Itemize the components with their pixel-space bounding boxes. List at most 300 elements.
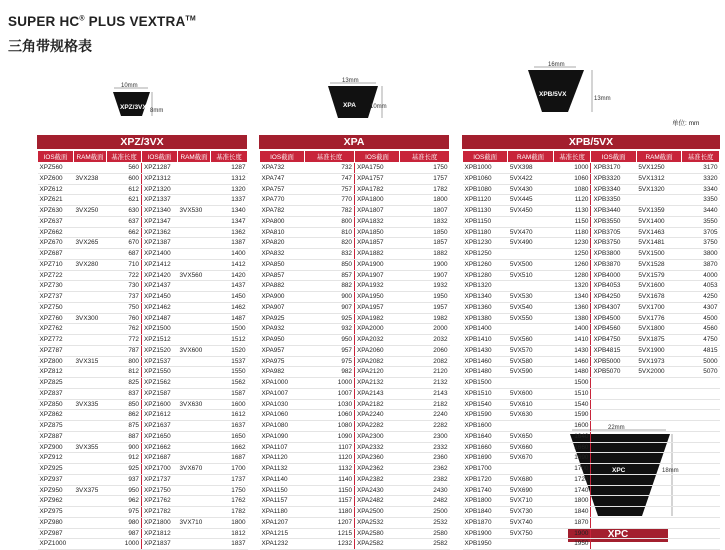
table-cell: XPZ900 xyxy=(38,442,74,453)
table-cell: XPA925 xyxy=(260,313,305,324)
table-cell: 1450 xyxy=(211,292,248,303)
table-cell: XPB3750 xyxy=(591,238,636,249)
table-cell: XPA757 xyxy=(260,184,305,195)
table-cell: 5VX398 xyxy=(508,163,553,174)
table-cell: 850 xyxy=(107,399,142,410)
table-cell xyxy=(178,302,211,313)
table-cell: XPB1720 xyxy=(463,474,508,485)
table-cell xyxy=(636,453,681,464)
table-cell xyxy=(178,474,211,485)
table-cell: 5VX430 xyxy=(508,184,553,195)
table-cell: XPB3170 xyxy=(591,163,636,174)
table-cell xyxy=(682,421,720,432)
table-cell: 2482 xyxy=(400,496,450,507)
table-cell: XPZ1347 xyxy=(142,216,178,227)
table-cell: 5VX670 xyxy=(508,453,553,464)
table-cell: XPA1120 xyxy=(260,453,305,464)
table-cell: XPZ1287 xyxy=(142,163,178,174)
table-cell: XPB1000 xyxy=(463,163,508,174)
table-cell: 1720 xyxy=(553,474,591,485)
table-row xyxy=(260,507,450,518)
table-cell: XPZ621 xyxy=(38,195,74,206)
table-cell: XPZ875 xyxy=(38,421,74,432)
table-cell xyxy=(682,464,720,475)
table-cell: XPA1150 xyxy=(260,485,305,496)
table-cell: 1737 xyxy=(211,474,248,485)
table-cell: 5VX1400 xyxy=(636,216,681,227)
table-cell: XPZ1437 xyxy=(142,281,178,292)
table-cell: 4500 xyxy=(682,313,720,324)
table-cell: 1850 xyxy=(400,227,450,238)
table-cell: 1650 xyxy=(211,431,248,442)
table-cell: 2282 xyxy=(400,421,450,432)
table-cell: XPZ1637 xyxy=(142,421,178,432)
table-row xyxy=(260,410,450,421)
table-cell: XPZ737 xyxy=(38,292,74,303)
table-cell: 5VX550 xyxy=(508,313,553,324)
table-cell: XPB1060 xyxy=(463,173,508,184)
table-cell: XPB3705 xyxy=(591,227,636,238)
table-cell: 1512 xyxy=(211,335,248,346)
table-cell: XPZ750 xyxy=(38,302,74,313)
table-cell: 1287 xyxy=(211,163,248,174)
table-cell: XPZ825 xyxy=(38,378,74,389)
table-cell xyxy=(178,324,211,335)
table-cell: 1060 xyxy=(553,173,591,184)
table-cell: 3VX375 xyxy=(74,485,107,496)
table-cell: XPB1950 xyxy=(463,539,508,550)
column-header: 基准长度 xyxy=(682,151,720,163)
table-cell xyxy=(682,378,720,389)
table-cell: 1232 xyxy=(305,539,355,550)
table-cell: 5VX450 xyxy=(508,206,553,217)
table-cell: 1000 xyxy=(305,378,355,389)
table-cell: 1387 xyxy=(211,238,248,249)
table-cell: 1430 xyxy=(553,345,591,356)
table-cell: 5VX610 xyxy=(508,399,553,410)
spec-table-xpz xyxy=(37,150,248,550)
svg-text:XPB/5VX: XPB/5VX xyxy=(539,91,567,98)
table-row xyxy=(260,216,450,227)
table-cell: 5VX530 xyxy=(508,292,553,303)
table-cell: 3VX300 xyxy=(74,313,107,324)
table-cell xyxy=(591,410,636,421)
table-cell: 1250 xyxy=(553,249,591,260)
table-cell: 1800 xyxy=(211,517,248,528)
table-row xyxy=(463,216,720,227)
table-cell: 1687 xyxy=(211,453,248,464)
table-cell: 1660 xyxy=(553,442,591,453)
table-cell: XPA1907 xyxy=(355,270,400,281)
table-row xyxy=(38,270,248,281)
table-cell xyxy=(591,474,636,485)
table-cell: XPA2382 xyxy=(355,474,400,485)
table-cell: XPA810 xyxy=(260,227,305,238)
table-cell: 1400 xyxy=(211,249,248,260)
table-row xyxy=(260,496,450,507)
table-cell: XPZ1412 xyxy=(142,259,178,270)
unit-label: 单位: mm xyxy=(672,120,700,127)
table-cell: 1932 xyxy=(400,281,450,292)
table-row xyxy=(463,442,720,453)
table-row xyxy=(260,431,450,442)
table-row xyxy=(463,238,720,249)
table-row xyxy=(260,399,450,410)
table-cell: 5VX1312 xyxy=(636,173,681,184)
table-cell: 1782 xyxy=(400,184,450,195)
table-cell: 1600 xyxy=(211,399,248,410)
table-cell: XPB1600 xyxy=(463,421,508,432)
table-cell: XPZ730 xyxy=(38,281,74,292)
table-cell: 1420 xyxy=(211,270,248,281)
table-cell xyxy=(636,195,681,206)
table-cell: XPZ1782 xyxy=(142,507,178,518)
table-row xyxy=(38,388,248,399)
table-row xyxy=(38,453,248,464)
table-cell: XPB1380 xyxy=(463,313,508,324)
table-row xyxy=(38,238,248,249)
table-row xyxy=(463,163,720,174)
table-row xyxy=(260,528,450,539)
table-cell: XPA1080 xyxy=(260,421,305,432)
table-cell: XPB1430 xyxy=(463,345,508,356)
table-cell: 1587 xyxy=(211,388,248,399)
table-cell: XPA832 xyxy=(260,249,305,260)
table-cell: 4053 xyxy=(682,281,720,292)
table-cell: 762 xyxy=(107,324,142,335)
table-cell: XPA900 xyxy=(260,292,305,303)
table-cell: XPA1750 xyxy=(355,163,400,174)
table-cell: 1400 xyxy=(553,324,591,335)
table-cell: 1800 xyxy=(400,195,450,206)
table-cell: 722 xyxy=(107,270,142,281)
column-header: RAM截面 xyxy=(74,151,107,163)
table-cell: 1837 xyxy=(211,539,248,550)
table-cell: 3VX315 xyxy=(74,356,107,367)
table-row xyxy=(38,345,248,356)
table-cell: XPB1120 xyxy=(463,195,508,206)
table-cell: XPZ612 xyxy=(38,184,74,195)
table-cell: 810 xyxy=(305,227,355,238)
table-cell xyxy=(178,292,211,303)
table-row xyxy=(260,163,450,174)
table-row xyxy=(463,313,720,324)
table-cell: XPZ722 xyxy=(38,270,74,281)
table-cell xyxy=(178,238,211,249)
table-cell xyxy=(591,539,636,550)
table-cell: XPB3870 xyxy=(591,259,636,270)
column-header: RAM截面 xyxy=(636,151,681,163)
table-row xyxy=(38,399,248,410)
table-cell: 857 xyxy=(305,270,355,281)
table-cell: 1340 xyxy=(553,292,591,303)
table-cell xyxy=(636,464,681,475)
table-cell: 782 xyxy=(305,206,355,217)
table-cell: 2360 xyxy=(400,453,450,464)
spec-table-xpa xyxy=(259,150,450,550)
table-cell: 3750 xyxy=(682,238,720,249)
table-cell: XPA950 xyxy=(260,335,305,346)
table-row xyxy=(38,324,248,335)
table-cell: 2532 xyxy=(400,517,450,528)
table-cell: XPA1157 xyxy=(260,496,305,507)
table-cell xyxy=(508,324,553,335)
table-cell: 937 xyxy=(107,474,142,485)
table-row xyxy=(260,335,450,346)
table-cell: 5000 xyxy=(682,356,720,367)
table-cell: XPZ1400 xyxy=(142,249,178,260)
table-cell: 1090 xyxy=(305,431,355,442)
table-cell: 5VX1700 xyxy=(636,302,681,313)
table-cell: 3440 xyxy=(682,206,720,217)
table-cell: 1132 xyxy=(305,464,355,475)
table-cell: 5VX630 xyxy=(508,410,553,421)
table-row xyxy=(463,517,720,528)
table-cell: XPA2580 xyxy=(355,528,400,539)
table-cell: 3705 xyxy=(682,227,720,238)
table-cell xyxy=(74,335,107,346)
table-cell: 3800 xyxy=(682,249,720,260)
table-cell: XPA857 xyxy=(260,270,305,281)
table-row xyxy=(260,292,450,303)
table-row xyxy=(463,474,720,485)
table-cell: 2580 xyxy=(400,528,450,539)
table-cell: 5VX1320 xyxy=(636,184,681,195)
table-cell: 1207 xyxy=(305,517,355,528)
table-cell: XPB1150 xyxy=(463,216,508,227)
table-cell xyxy=(74,216,107,227)
table-row xyxy=(38,302,248,313)
table-row xyxy=(38,216,248,227)
table-cell: 1750 xyxy=(400,163,450,174)
table-cell: 3340 xyxy=(682,184,720,195)
table-cell: 1060 xyxy=(305,410,355,421)
table-cell: XPZ760 xyxy=(38,313,74,324)
table-cell: 1590 xyxy=(553,410,591,421)
table-cell: 5VX540 xyxy=(508,302,553,313)
table-cell: XPB5070 xyxy=(591,367,636,378)
table-cell: XPA1000 xyxy=(260,378,305,389)
table-cell: XPZ937 xyxy=(38,474,74,485)
table-cell: 975 xyxy=(305,356,355,367)
table-cell: 1740 xyxy=(553,485,591,496)
table-cell: XPA907 xyxy=(260,302,305,313)
table-cell: XPA975 xyxy=(260,356,305,367)
table-cell: 1520 xyxy=(211,345,248,356)
table-cell: XPZ1000 xyxy=(38,539,74,550)
table-row xyxy=(463,292,720,303)
table-cell: XPZ1362 xyxy=(142,227,178,238)
table-cell: XPA2182 xyxy=(355,399,400,410)
table-cell xyxy=(508,216,553,227)
table-row xyxy=(463,206,720,217)
table-cell: 832 xyxy=(305,249,355,260)
table-cell: 5VX650 xyxy=(508,431,553,442)
table-cell xyxy=(682,410,720,421)
table-cell xyxy=(591,517,636,528)
table-cell: 1662 xyxy=(211,442,248,453)
table-row xyxy=(260,485,450,496)
table-cell: 747 xyxy=(305,173,355,184)
table-cell: 887 xyxy=(107,431,142,442)
table-cell xyxy=(178,410,211,421)
table-cell xyxy=(636,378,681,389)
table-cell: 1480 xyxy=(553,367,591,378)
table-cell xyxy=(508,378,553,389)
table-cell: XPZ1512 xyxy=(142,335,178,346)
table-cell xyxy=(508,281,553,292)
table-cell: 1900 xyxy=(400,259,450,270)
table-cell xyxy=(636,442,681,453)
table-cell: 772 xyxy=(107,335,142,346)
table-cell: XPB3440 xyxy=(591,206,636,217)
table-cell xyxy=(74,345,107,356)
table-cell: XPZ772 xyxy=(38,335,74,346)
table-row xyxy=(260,464,450,475)
table-cell: 1600 xyxy=(553,421,591,432)
table-cell: 2132 xyxy=(400,378,450,389)
table-cell: 1180 xyxy=(553,227,591,238)
table-cell: 1080 xyxy=(553,184,591,195)
table-cell: XPA1800 xyxy=(355,195,400,206)
table-cell: 900 xyxy=(107,442,142,453)
table-cell: XPA2120 xyxy=(355,367,400,378)
table-row xyxy=(463,528,720,539)
table-cell: 825 xyxy=(107,378,142,389)
table-cell: XPZ1800 xyxy=(142,517,178,528)
table-cell: XPZ560 xyxy=(38,163,74,174)
table-cell: 737 xyxy=(107,292,142,303)
table-cell: XPZ1420 xyxy=(142,270,178,281)
table-cell: XPA1207 xyxy=(260,517,305,528)
table-row xyxy=(38,227,248,238)
table-cell: XPZ1587 xyxy=(142,388,178,399)
table-cell xyxy=(74,163,107,174)
table-cell: 5VX1359 xyxy=(636,206,681,217)
table-cell: 1487 xyxy=(211,313,248,324)
table-cell: XPA1132 xyxy=(260,464,305,475)
table-cell xyxy=(591,496,636,507)
table-cell: 732 xyxy=(305,163,355,174)
table-cell: 1150 xyxy=(553,216,591,227)
table-cell: 5VX1900 xyxy=(636,345,681,356)
table-cell: 1500 xyxy=(211,324,248,335)
table-cell: XPZ1340 xyxy=(142,206,178,217)
table-cell: XPB1460 xyxy=(463,356,508,367)
table-cell: XPA1757 xyxy=(355,173,400,184)
table-row xyxy=(463,281,720,292)
table-cell: 787 xyxy=(107,345,142,356)
table-cell: XPZ1662 xyxy=(142,442,178,453)
svg-text:10mm: 10mm xyxy=(370,104,387,110)
table-cell: 925 xyxy=(305,313,355,324)
table-cell: XPA732 xyxy=(260,163,305,174)
table-cell: XPB1130 xyxy=(463,206,508,217)
table-cell: XPB1180 xyxy=(463,227,508,238)
table-row xyxy=(463,431,720,442)
table-cell: 900 xyxy=(305,292,355,303)
table-cell: 1700 xyxy=(553,464,591,475)
column-header: 基准长度 xyxy=(305,151,355,163)
table-row xyxy=(38,356,248,367)
table-row xyxy=(260,259,450,270)
table-cell: 730 xyxy=(107,281,142,292)
table-cell: XPA2582 xyxy=(355,539,400,550)
table-cell: 820 xyxy=(305,238,355,249)
table-cell xyxy=(591,388,636,399)
table-cell: 1230 xyxy=(553,238,591,249)
table-cell: XPZ787 xyxy=(38,345,74,356)
table-cell: 2582 xyxy=(400,539,450,550)
table-cell xyxy=(682,388,720,399)
table-row xyxy=(260,173,450,184)
table-cell: 1312 xyxy=(211,173,248,184)
table-cell: XPZ1320 xyxy=(142,184,178,195)
table-row xyxy=(38,431,248,442)
table-cell xyxy=(636,474,681,485)
table-cell xyxy=(74,378,107,389)
table-cell xyxy=(591,442,636,453)
table-cell: 5VX560 xyxy=(508,335,553,346)
table-cell: XPA1982 xyxy=(355,313,400,324)
table-cell: 1540 xyxy=(553,399,591,410)
table-cell: 4307 xyxy=(682,302,720,313)
table-cell: XPZ1687 xyxy=(142,453,178,464)
table-cell: 1757 xyxy=(400,173,450,184)
table-cell: 4750 xyxy=(682,335,720,346)
table-cell: 1900 xyxy=(553,528,591,539)
table-cell: XPB4560 xyxy=(591,324,636,335)
table-cell: 1840 xyxy=(553,507,591,518)
table-cell xyxy=(178,442,211,453)
table-cell: 5VX740 xyxy=(508,517,553,528)
table-cell: 2082 xyxy=(400,356,450,367)
table-cell xyxy=(178,163,211,174)
table-cell: XPB1510 xyxy=(463,388,508,399)
table-cell: 3320 xyxy=(682,173,720,184)
table-row xyxy=(463,388,720,399)
table-cell: XPB4000 xyxy=(591,270,636,281)
table-cell: XPB4500 xyxy=(591,313,636,324)
table-cell: XPA2500 xyxy=(355,507,400,518)
table-row xyxy=(463,507,720,518)
table-cell xyxy=(74,431,107,442)
column-header: IOS截面 xyxy=(142,151,178,163)
table-row xyxy=(463,367,720,378)
table-cell xyxy=(178,378,211,389)
section-header-xpc: XPC xyxy=(568,528,668,542)
table-cell xyxy=(591,507,636,518)
table-cell: 5VX1528 xyxy=(636,259,681,270)
table-cell: XPZ1600 xyxy=(142,399,178,410)
table-cell: XPZ1750 xyxy=(142,485,178,496)
table-cell: XPA1900 xyxy=(355,259,400,270)
table-cell: XPA770 xyxy=(260,195,305,206)
table-cell: XPA2000 xyxy=(355,324,400,335)
table-cell: XPB4250 xyxy=(591,292,636,303)
table-cell: 1140 xyxy=(305,474,355,485)
table-cell: 5VX445 xyxy=(508,195,553,206)
table-cell: 1832 xyxy=(400,216,450,227)
table-row xyxy=(463,378,720,389)
table-cell: XPB1870 xyxy=(463,517,508,528)
table-cell: XPB4053 xyxy=(591,281,636,292)
table-cell: XPB1400 xyxy=(463,324,508,335)
table-cell: XPZ600 xyxy=(38,173,74,184)
table-cell: 1640 xyxy=(553,431,591,442)
table-row xyxy=(463,421,720,432)
table-cell: XPZ1337 xyxy=(142,195,178,206)
